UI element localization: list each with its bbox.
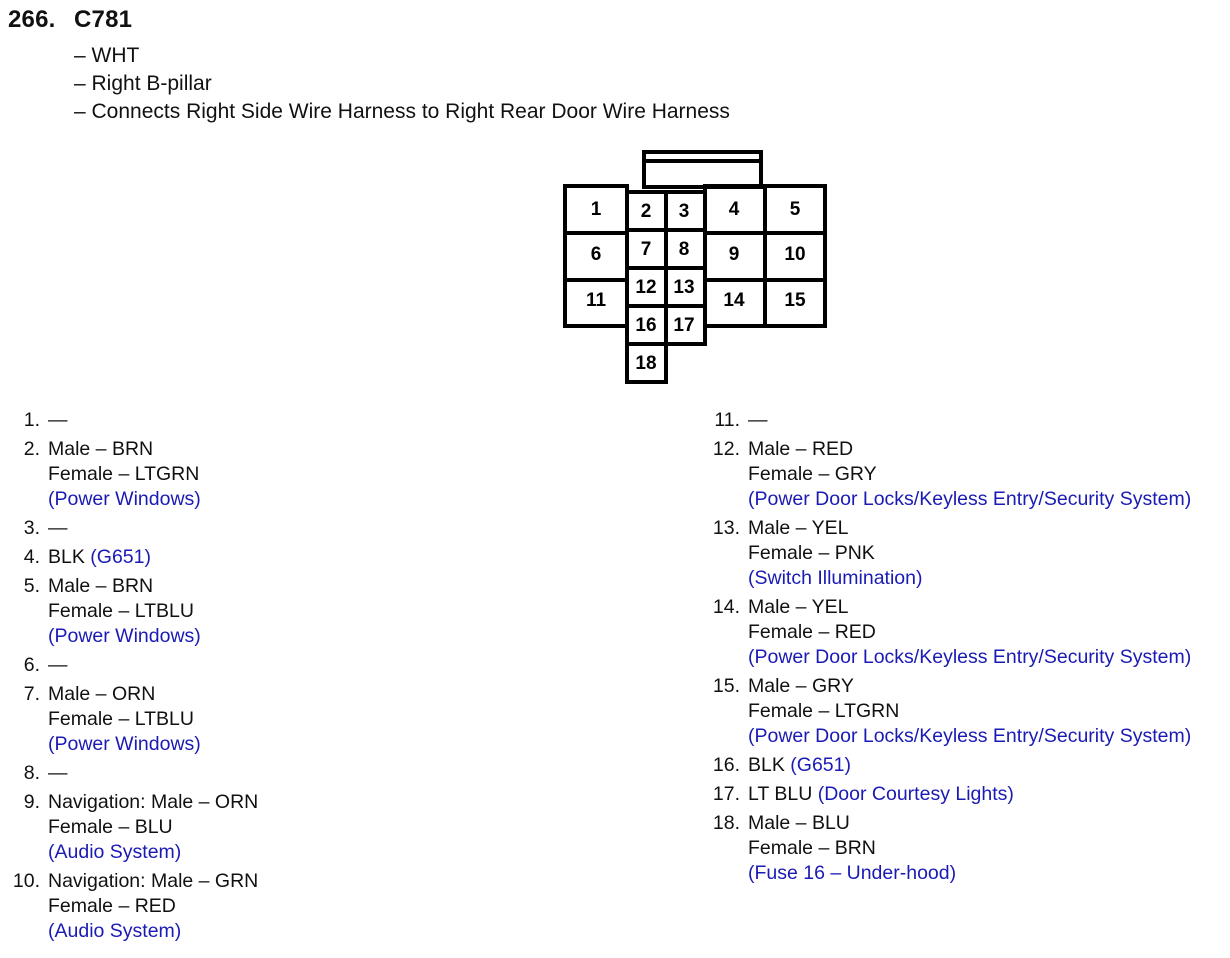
pin-5: 5	[789, 199, 801, 220]
pin-number: 4.	[23, 546, 40, 568]
pin-11: 11	[585, 290, 607, 311]
pin-number: 9.	[23, 791, 40, 813]
page-title	[8, 6, 132, 34]
pin-8: 8	[678, 239, 690, 260]
circuit-reference: (Audio System)	[48, 920, 182, 942]
wire-color-text: Female – LTBLU	[48, 708, 194, 730]
pin-number: 6.	[23, 654, 40, 676]
pin-12: 12	[635, 277, 657, 298]
pin-detail-line	[48, 516, 258, 541]
pin-entry	[700, 437, 1191, 512]
circuit-reference: (Power Door Locks/Keyless Entry/Security System)	[748, 646, 1192, 668]
pin-detail-line	[748, 861, 1191, 886]
pin-detail-line	[48, 408, 258, 433]
pin-detail-line	[748, 674, 1191, 699]
pin-entry	[0, 653, 258, 678]
pin-number: 15.	[712, 675, 740, 697]
wire-color-text: Female – RED	[48, 895, 176, 917]
pin-entry	[0, 516, 258, 541]
wire-color-text: Female – PNK	[748, 542, 875, 564]
pin-number: 10.	[12, 870, 40, 892]
circuit-reference: (Door Courtesy Lights)	[817, 783, 1014, 805]
pin-entry	[0, 761, 258, 786]
pin-entry	[0, 545, 258, 570]
pin-entry	[700, 782, 1191, 807]
circuit-reference: (Power Windows)	[48, 488, 201, 510]
pin-detail-line	[748, 782, 1191, 807]
pin-18: 18	[635, 353, 657, 374]
pin-2: 2	[640, 201, 652, 222]
pin-1: 1	[590, 199, 602, 220]
pin-number: 14.	[712, 596, 740, 618]
pin-detail-line	[48, 487, 258, 512]
circuit-reference: (Power Door Locks/Keyless Entry/Security System)	[748, 725, 1192, 747]
connector-latch	[644, 152, 761, 187]
pin-entry	[0, 408, 258, 433]
wire-color-text: —	[748, 409, 768, 431]
pin-detail-line	[748, 811, 1191, 836]
pin-13: 13	[673, 277, 695, 298]
pin-entry	[0, 790, 258, 865]
pin-4: 4	[728, 199, 740, 220]
wire-color-text: —	[48, 409, 68, 431]
pin-16: 16	[635, 315, 657, 336]
pin-detail-line	[48, 599, 258, 624]
pin-10: 10	[784, 244, 806, 265]
connector-diagram	[555, 145, 835, 390]
connector-id: C781	[74, 6, 133, 33]
pin-detail-line	[48, 790, 258, 815]
pin-number: 16.	[712, 754, 740, 776]
connector-location: – Right B-pillar	[74, 72, 212, 95]
connector-description: – Connects Right Side Wire Harness to Right Rear Door Wire Harness	[74, 100, 730, 123]
pin-number: 18.	[712, 812, 740, 834]
wire-color-text: Navigation: Male – GRN	[48, 870, 259, 892]
wire-color-text: Female – LTGRN	[748, 700, 900, 722]
pin-detail-line	[48, 869, 258, 894]
pin-detail-line	[748, 541, 1191, 566]
pin-detail-line	[48, 732, 258, 757]
pin-number: 2.	[23, 438, 40, 460]
wire-color-text: Male – RED	[748, 438, 854, 460]
wire-color-text: Male – BLU	[748, 812, 850, 834]
pin-detail-line	[748, 699, 1191, 724]
pin-number: 8.	[23, 762, 40, 784]
wire-color-text: —	[48, 762, 68, 784]
pin-detail-line	[48, 682, 258, 707]
wire-color-text: Female – GRY	[748, 463, 877, 485]
wire-color-text: Female – BLU	[48, 816, 173, 838]
pin-entry	[700, 408, 1191, 433]
pin-entry	[0, 869, 258, 944]
circuit-reference: (Power Windows)	[48, 625, 201, 647]
connector-color: – WHT	[74, 44, 140, 67]
wire-color-text: Female – LTGRN	[48, 463, 200, 485]
pin-detail-line	[48, 919, 258, 944]
pin-detail-line	[48, 815, 258, 840]
pin-detail-line	[748, 487, 1191, 512]
pin-detail-line	[748, 753, 1191, 778]
wire-color-text: Navigation: Male – ORN	[48, 791, 259, 813]
wire-color-text: Female – RED	[748, 621, 876, 643]
pin-number: 13.	[712, 517, 740, 539]
pin-entry	[0, 574, 258, 649]
pin-number: 11.	[714, 409, 740, 431]
pin-detail-line	[48, 840, 258, 865]
pin-detail-line	[48, 653, 258, 678]
pin-detail-line	[748, 437, 1191, 462]
circuit-reference: (G651)	[90, 546, 151, 568]
wire-color-text: Male – YEL	[748, 517, 849, 539]
pin-6: 6	[590, 244, 602, 265]
wire-color-text: Female – LTBLU	[48, 600, 194, 622]
pin-detail-line	[748, 836, 1191, 861]
wire-color-text: Male – YEL	[748, 596, 849, 618]
section-number: 266.	[8, 6, 56, 33]
pin-detail-line	[748, 408, 1191, 433]
pin-detail-line	[748, 620, 1191, 645]
pin-entry	[700, 674, 1191, 749]
pin-detail-line	[48, 462, 258, 487]
circuit-reference: (Audio System)	[48, 841, 182, 863]
pin-detail-line	[48, 574, 258, 599]
pin-list-left	[0, 408, 258, 948]
pin-3: 3	[678, 201, 690, 222]
pin-number: 7.	[23, 683, 40, 705]
circuit-reference: (Power Windows)	[48, 733, 201, 755]
pin-detail-line	[48, 437, 258, 462]
circuit-reference: (Power Door Locks/Keyless Entry/Security System)	[748, 488, 1192, 510]
pin-detail-line	[748, 462, 1191, 487]
pin-15: 15	[784, 290, 806, 311]
wire-color-text: BLK	[48, 546, 91, 568]
pin-detail-line	[748, 724, 1191, 749]
pin-detail-line	[48, 761, 258, 786]
wire-color-text: Male – GRY	[748, 675, 854, 697]
wire-color-text: —	[48, 517, 68, 539]
pin-number: 1.	[23, 409, 40, 431]
pin-detail-line	[748, 516, 1191, 541]
wire-color-text: —	[48, 654, 68, 676]
pin-detail-line	[48, 894, 258, 919]
circuit-reference: (Fuse 16 – Under-hood)	[748, 862, 957, 884]
pin-detail-line	[48, 707, 258, 732]
pin-entry	[0, 682, 258, 757]
pin-detail-line	[48, 624, 258, 649]
pin-9: 9	[728, 244, 740, 265]
pin-number: 3.	[23, 517, 40, 539]
pin-entry	[0, 437, 258, 512]
pin-entry	[700, 811, 1191, 886]
circuit-reference: (G651)	[790, 754, 851, 776]
wire-color-text: Male – BRN	[48, 438, 154, 460]
pin-14: 14	[723, 290, 745, 311]
pin-entry	[700, 753, 1191, 778]
pin-detail-line	[48, 545, 258, 570]
wire-color-text: LT BLU	[748, 783, 818, 805]
pin-7: 7	[640, 239, 652, 260]
pin-17: 17	[673, 315, 695, 336]
pin-number: 5.	[23, 575, 40, 597]
pin-number: 12.	[712, 438, 740, 460]
wire-color-text: Male – BRN	[48, 575, 154, 597]
wire-color-text: BLK	[748, 754, 791, 776]
pin-detail-line	[748, 645, 1191, 670]
pin-detail-line	[748, 566, 1191, 591]
pin-entry	[700, 516, 1191, 591]
pin-detail-line	[748, 595, 1191, 620]
pin-entry	[700, 595, 1191, 670]
pin-list-right	[700, 408, 1191, 890]
circuit-reference: (Switch Illumination)	[748, 567, 923, 589]
wire-color-text: Female – BRN	[748, 837, 876, 859]
pin-number: 17.	[712, 783, 740, 805]
wire-color-text: Male – ORN	[48, 683, 156, 705]
